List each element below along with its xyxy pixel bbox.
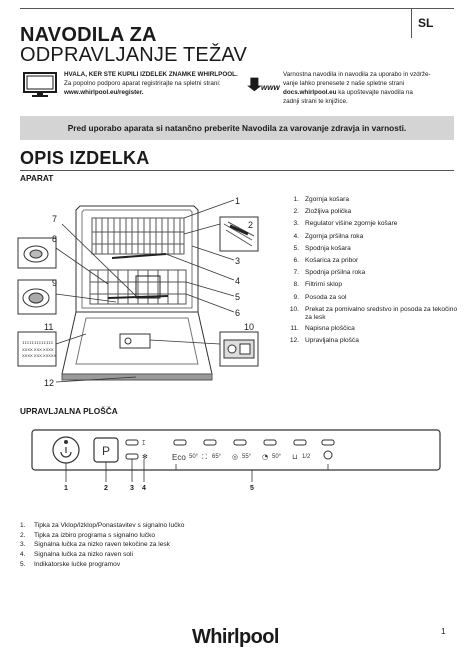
list-item: 4. Zgornja pršilna roka: [293, 232, 364, 240]
power-button[interactable]: [53, 437, 79, 463]
page-title-secondary: ODPRAVLJANJE TEŽAV: [20, 44, 247, 66]
panel-legend: [20, 521, 184, 569]
list-item: 12. Upravljalna plošča: [289, 336, 359, 344]
rating-plate-line-1: XXXX XXX XXXX: [22, 347, 54, 352]
language-code: SL: [418, 16, 434, 30]
page-number: 1: [441, 626, 446, 636]
list-item: 1. Zgornja košara: [293, 196, 349, 203]
sixth-sense-icon: ◎: [232, 453, 239, 461]
callout-7: 7: [52, 214, 58, 224]
parts-list: [283, 194, 463, 347]
section-subtitle: APARAT: [20, 173, 54, 183]
brand-logo: Whirlpool: [192, 626, 279, 648]
list-item: 5. Spodnja košara: [293, 244, 351, 252]
list-item: 9. Posoda za sol: [293, 293, 347, 301]
list-item: 11. Napisna ploščica: [290, 324, 355, 332]
upper-basket: [92, 218, 184, 254]
safety-notice-text: Pred uporabo aparata si natančno preberite Navodila za varovanje zdravja in varnosti.: [67, 123, 407, 133]
callout-1: 1: [235, 196, 241, 206]
list-item: 6. Košarica za pribor: [293, 256, 359, 264]
docs-link[interactable]: docs.whirlpool.eu: [283, 89, 337, 96]
language-tab-divider: [411, 8, 412, 38]
eco-temp: 50°: [189, 454, 199, 460]
list-item: 10. Prekat za pomivalno sredstvo in posoda za tekočino za lesk: [289, 305, 458, 321]
list-item: 1. Tipka za Vklop/Izklop/Ponastavitev s signalno lučko: [20, 522, 185, 529]
control-panel-outline: [32, 430, 440, 470]
docs-info: [283, 70, 455, 106]
dispenser-inset: [220, 332, 258, 366]
register-instruction: Za popolno podporo aparat registrirajte na spletni strani:: [64, 80, 221, 87]
program-4-temp: 50°: [272, 454, 282, 460]
rating-plate-inset: [18, 332, 57, 366]
lower-basket: [90, 270, 186, 304]
docs-line-1: Varnostna navodila in navodila za uporabo in vzdrže-: [283, 71, 431, 78]
program-button[interactable]: [94, 438, 118, 462]
header-rule: [20, 8, 454, 9]
control-panel-strip: [62, 374, 212, 380]
list-item: 3. Regulator višine zgornje košare: [293, 220, 398, 228]
open-door: [62, 312, 212, 374]
salt-icon: ✻: [142, 453, 148, 461]
salt-lamp: [126, 454, 138, 459]
section-title: OPIS IZDELKA: [20, 148, 150, 168]
docs-line-4: zadnji strani te knjižice.: [283, 98, 348, 105]
dishwasher-diagram: [16, 184, 264, 390]
salt-container-inset: [18, 280, 56, 314]
callout-10: 10: [244, 322, 255, 332]
page-title: NAVODILA ZA: [20, 24, 157, 46]
register-thanks: HVALA, KER STE KUPILI IZDELEK ZNAMKE WHIRLPOOL.: [64, 71, 238, 78]
callout-12: 12: [44, 378, 55, 388]
panel-title: UPRAVLJALNA PLOŠČA: [20, 406, 118, 416]
list-item: 8. Filtrirni sklop: [293, 281, 343, 289]
download-www-icon: [247, 76, 281, 96]
list-item: 4. Signalna lučka za nizko raven soli: [20, 551, 133, 559]
list-item: 2. Tipka za izbiro programa s signalno lučko: [20, 531, 156, 539]
upper-spray-arm: [112, 254, 166, 258]
rating-plate-line-2: XXXX XXX XXXXX: [22, 353, 57, 358]
panel-callout-3: 3: [130, 485, 134, 492]
control-panel-diagram: [26, 418, 446, 518]
callout-8: 8: [52, 234, 58, 244]
callout-5: 5: [235, 292, 241, 302]
callout-4: 4: [235, 276, 241, 286]
docs-line-2: vanje lahko prenesete z naše spletne strani: [283, 80, 405, 87]
www-icon-text: www: [261, 83, 280, 92]
section-rule: [20, 170, 454, 171]
program-button-label: P: [101, 444, 111, 458]
program-3-temp: 55°: [242, 454, 252, 460]
program-5-label: 1/2: [302, 454, 311, 460]
callout-2: 2: [248, 220, 254, 230]
callout-9: 9: [52, 278, 58, 288]
monitor-icon: [22, 72, 58, 98]
panel-callout-4: 4: [142, 485, 146, 492]
callout-6: 6: [235, 308, 241, 318]
eco-label: Eco: [172, 453, 186, 462]
panel-callout-5: 5: [250, 485, 254, 492]
list-item: 3. Signalna lučka za nizko raven tekočine za lesk: [20, 541, 170, 549]
list-item: 5. Indikatorske lučke programov: [20, 560, 121, 568]
panel-callout-1: 1: [64, 485, 68, 492]
filter-inset: [18, 238, 56, 268]
callout-3: 3: [235, 256, 241, 266]
rating-plate-barcode: IIIIIIIIIIIII: [22, 342, 54, 346]
half-load-icon: ⊔: [292, 453, 298, 461]
register-link[interactable]: www.whirlpool.eu/register.: [64, 89, 144, 96]
register-info: [64, 70, 244, 97]
rinse-aid-icon: ꕯ: [142, 439, 146, 447]
safety-notice: [20, 116, 454, 140]
panel-callout-2: 2: [104, 485, 108, 492]
list-item: 7. Spodnja pršilna roka: [293, 269, 366, 277]
docs-line-3: ka upoštevajte navodila na: [338, 89, 413, 96]
callout-11: 11: [44, 322, 54, 332]
program-2-temp: 65°: [212, 454, 222, 460]
intensive-icon: ⛶: [202, 453, 207, 461]
express-icon: ◔: [262, 453, 269, 461]
rinse-aid-lamp: [126, 440, 138, 445]
list-item: 2. Zložljiva polička: [293, 208, 352, 216]
